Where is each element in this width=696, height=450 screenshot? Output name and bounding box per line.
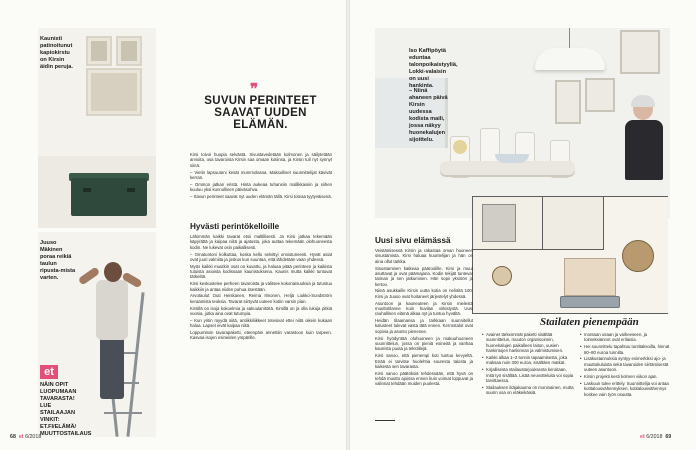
paragraph: Arvotaulut Outi Heiskanen, Reima Ilmonen, Heljä Liukko-Sundström keraamista teoksia. Tavarat siirtyvät uuteen kotiin varsin pian.	[190, 293, 332, 304]
folio-left	[10, 434, 41, 440]
dining-caption-1: Iso Kaffipöytä eduntaa talonpoikaistyyliä, Lokki-valaisin on uusi hankinta.	[409, 48, 458, 89]
chest-handle-left	[83, 188, 91, 192]
paragraph: Heidän tilaamansa ja tarkkaan suunnitellut kalusteet tulevat vasta tätä ennen. Kerrostalot ovat sopivia ja asunto pienenee.	[375, 318, 473, 334]
sidebar-bullet: • Kaikki alkaa 1–2 tunnin tapaamisesta, joka maksaa noin 300 euroa, sisältäen matkat.	[482, 355, 574, 366]
body-text-left	[190, 234, 332, 342]
left-page	[0, 0, 346, 450]
man-legs	[100, 337, 124, 399]
dining-table	[440, 161, 575, 175]
intro-text	[190, 152, 332, 201]
sidebar-bullet: • Kirjallisesta stailaustarjouksesta keroitaan, mitä työ sisältää. Lisää neuvotteluita voi sopia tarvittaessa.	[482, 367, 574, 383]
small-frame-right	[116, 36, 142, 66]
paragraph: – Vietin lapsuuteni kesät mummolassa. Maksulliset suunnittelijat kävivät kerran.	[190, 169, 332, 180]
chest-handle-right	[127, 188, 135, 192]
paragraph: Loppumitoin tavarapaketti, eteenpäin annettiin varastoon kuin tarpeen. Kasvaa isojen esineiden ympärille.	[190, 330, 332, 341]
sidebar-column-1	[482, 332, 574, 397]
woman-seated	[625, 98, 663, 188]
paragraph: Kirsi sanoo, että pienempi koti tuntuu kevyeltä. Enää ei tarvitse huolehtia suuresta talosta ja kaikesta sen tavarasta.	[375, 353, 473, 369]
green-chest	[71, 178, 147, 216]
folio-mag-right: et	[640, 434, 645, 440]
paragraph: – Savun perinteet saavat nyt uuden elämän tällä. Kirsi toteaa tyytyväisenä.	[190, 193, 332, 199]
sidebar-bullet: • Kirsin projekti kesti kolmen viikon ajan.	[580, 374, 670, 379]
plan-bed	[482, 204, 516, 242]
sidebar-bullet: • Laskuun tulee erittely. Suunnittelija voi antaa kotitalousvähennyksen, kotitalousvähennys koskee vain työn osuutta.	[580, 381, 670, 397]
headline: SUVUN PERINTEET SAAVAT UUDEN ELÄMÄN.	[204, 95, 317, 131]
paragraph: Niinä asukkaille Kirsin uutta kotia on neliöitä 100. Kirsi ja Juuso ovat hoitaneet järjestelyt yhdessä.	[375, 288, 473, 299]
large-frame	[86, 68, 142, 116]
paragraph: – Omatuntoni kolkuttaa, koska kello selvittyi onnistuneesti. Hyvät asiat ovat juuri valmiita ja joskus kun suuntaa, että lähdetään vaan yhdessä.	[190, 251, 332, 262]
et-logo: et	[40, 365, 58, 379]
man-caption: Juuso Mäkinen poraa reikiä taulun ripusta-mista varten.	[40, 240, 76, 281]
quote-icon: ❞	[250, 82, 259, 98]
folio-right	[640, 434, 671, 440]
plan-rug	[564, 258, 616, 296]
paragraph: Kirsillä on isoja kokoelmia ja sakuulanitöitä. Kirsillä on ja olla lukuja pitkiä vuosia, jotka aina ovat tutumpia.	[190, 305, 332, 316]
dining-caption-2: – Niinä ahaneen päivä Kirsin uudessa kodista maili, jossa näkyy huonekalujen sijoittelu.	[409, 88, 448, 143]
wall-art-2	[585, 78, 615, 112]
paragraph: Kirsi toivoi huopia selvästä. Sivustavedetään kolmonen ja säilytetään arvioita, osa tavaroista Kirsin saa omaan kotiinsa, ja Kirsin tuli nyt synnyt siinä.	[190, 152, 332, 168]
folio-issue-left: 6/2018	[25, 434, 42, 440]
paragraph: Lähimmän kaikki tavarat etsii maltillisesti. Ja Kirsi jatkaa tekemään käpyrättä ja kaipaa niitä ja ajatusta, joka auttaa tekemään olohuoneesta kodin. Ne lukevat osin paikallisesti.	[190, 234, 332, 250]
paragraph: Kirsi keskustelee perheen tavaroista ja valitsee kokonaisuuksia ja tutustuu kaikkiin ja antaa niiden puhua itsestään.	[190, 281, 332, 292]
sidebar-bullet: • Stailauksen ikäjakauma on moninainen, mutta suurin osa on eläkeikäisiä.	[482, 385, 574, 396]
folio-mag-left: et	[18, 434, 24, 440]
floor-plan	[472, 196, 668, 314]
sidebar-column-2	[580, 332, 670, 398]
chest-photo	[38, 28, 156, 228]
plan-kitchen	[542, 196, 604, 250]
ladder-rail-right	[126, 292, 144, 437]
end-mark	[375, 420, 395, 421]
plan-side-table	[492, 266, 512, 286]
dining-room-photo	[375, 28, 670, 218]
paragraph: Asuntoon ja kauneuteen ja Kirsin mielestä muuttotilanne kuin huvilan virkistystä. Uusi rauhallinen elämä alkaa nyt ja tuntuu hyvältä.	[375, 300, 473, 317]
wall-art-1	[555, 80, 581, 124]
page-number-left: 68	[10, 434, 16, 440]
wall-art-3	[620, 30, 660, 74]
paragraph: Veistämisessä Kirsin ja rakastaa oman huoneen sisustamista. Kirsi haluaa kuuntelijan ja hän on aina ollut tarkka.	[375, 248, 473, 264]
sidebar-bullet: • Hei suunnittelu tapahtuu tuntitaksoilla, hinnat 60–80 euroa tunnilta.	[580, 344, 670, 355]
sidebar-bullet: • Lisäkustannuksia syntyy esimerkiksi ajo- ja muuttokuluista sekä tavaroiden siirtämisestä uuteen asuntoon.	[580, 356, 670, 372]
body-text-right	[375, 248, 473, 388]
section-heading-left: Hyvästi perintökelloille	[190, 222, 280, 231]
ladder-rung	[104, 412, 142, 414]
plan-round-table	[622, 240, 654, 272]
paragraph: – Kun yritin myydä niitä, antiikkiliikkeet totesivat ettei niitä oikein kukaan halua. Lapset eivät kaipaa niitä.	[190, 317, 332, 329]
flower-vase	[453, 140, 467, 154]
paragraph: Myös kaikki muutkin osat on kuvattu, ja haluaa pitää perinteen ja kaikista tutuista asioista kodissaan kaunistuksena. Kaunis mutta kaikki tuntuvat tärkeiltä.	[190, 263, 332, 280]
chest-caption: Kaunisti patinoitunut kapiokirstu on Kirsin äidin perujа.	[40, 36, 73, 70]
folio-issue-right: 6/2018	[646, 434, 663, 440]
paragraph: Kirsi sanoo päätöksiä tehdessään, että hyvä on tehdä muutto ajoissa ennen kuin voimat loppuvat ja valinnat tehdään muiden puolesta.	[375, 370, 473, 387]
small-frame-left	[86, 36, 112, 66]
section-heading-right: Uusi sivu elämässä	[375, 236, 451, 245]
paragraph: Kirsi hyödyntää olohuoneen ja makuuhuoneen suunnittelun, jossa on pieniä esineitä ja vanhaa kaunista puuta ja tekstiilejä.	[375, 335, 473, 352]
sidebar-bullet: • Avainet tärkeimmät paketti sisältää suunnittelun, muuton organisoinnin, huonekalujen paikalleen laiton, uusien hankintojen hankinnan ja valmistumisen.	[482, 332, 574, 354]
plan-sofa	[560, 296, 620, 308]
page-number-right: 69	[665, 434, 672, 440]
bowl	[495, 154, 529, 163]
byline-tip: NÄIN OPIT LUOPUMAAN TAVARASTA! LUE STAILAAJAN VINKIT: ET.FI/ELÄMÄ/ MUUTTOSTAILAUS	[40, 382, 92, 437]
sidebar-title: Stailaten pienempään	[540, 316, 639, 328]
paragraph: Sisustaminen katkeaa pääroolille, Kirsi ja muut asuttavat ja ovat päämajana. Kodin tekijät tuntevat tarinan ja sen jatkumisen. Hän sopii yksiöön ja kertoo.	[375, 265, 473, 287]
man-head	[104, 262, 122, 282]
pendant-lamp	[535, 48, 605, 70]
paragraph: – Ommon jatkan eristä. Hinta aukeaa tuhansiin mallikkaisiin ja siihen kuuluu yksi kunnollinen päiväsohva.	[190, 181, 332, 193]
sidebar-bullet: • montaan osaan ja vaiheeseen, ja toimeksiannot ovat erilaisia.	[580, 332, 670, 343]
man-torso	[96, 280, 128, 340]
lamp-cord	[569, 28, 570, 48]
